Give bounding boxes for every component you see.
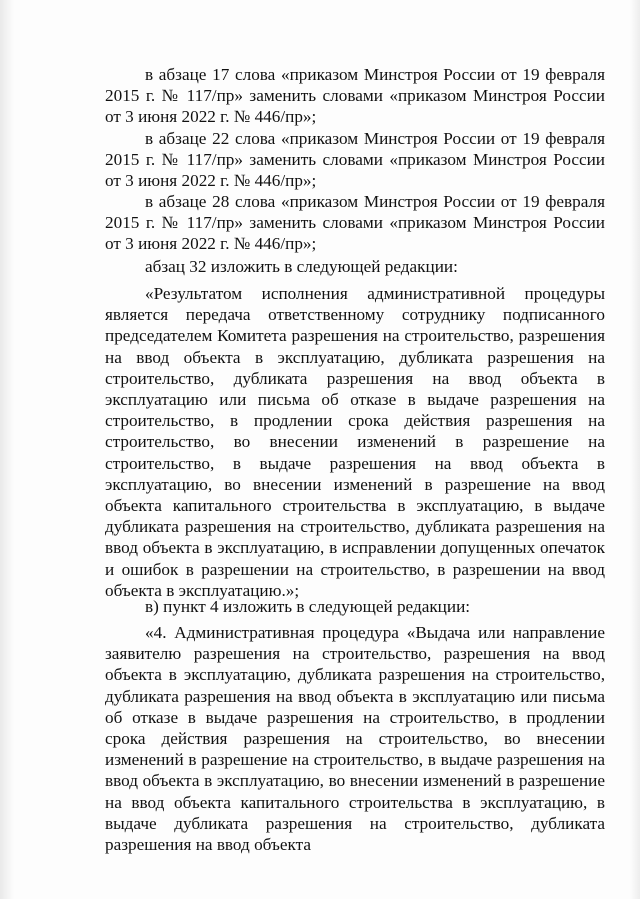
paragraph-item-4-intro: в) пункт 4 изложить в следующей редакции: bbox=[145, 597, 471, 616]
scan-shadow-left bbox=[0, 0, 14, 899]
paragraph-amend-17: в абзаце 17 слова «приказом Минстроя России от 19 февраля 2015 г. № 117/пр» заменить словами «приказом Минстроя России от 3 июня 2022 г. № 446/пр»; bbox=[105, 65, 605, 127]
paragraph-amend-22: в абзаце 22 слова «приказом Минстроя России от 19 февраля 2015 г. № 117/пр» заменить словами «приказом Минстроя России от 3 июня 2022 г. № 446/пр»; bbox=[105, 129, 605, 191]
paragraph-amend-32-text: «Результатом исполнения административной процедуры является передача ответственному сотруднику подписанного председателем Комитета разрешения на строительство, разрешения на ввод объекта в эксплуатацию, дубликата разрешения на строительство, дубликата разрешения на ввод объекта в эксплуатацию или письма об отказе в выдаче разрешения на строительство, в продлении срока действия разрешения на строительство, во внесении изменений в разрешение на строительство, в выдаче разрешения на ввод объекта в эксплуатацию, во внесении изменений в разрешение на ввод объекта капитального строительства в эксплуатацию, в выдаче дубликата разрешения на строительство, дубликата разрешения на ввод объекта в эксплуатацию, в исправлении допущенных опечаток и ошибок в разрешении на строительство, в разрешении на ввод объекта в эксплуатацию.»; bbox=[105, 284, 605, 600]
paragraph-amend-28: в абзаце 28 слова «приказом Минстроя России от 19 февраля 2015 г. № 117/пр» заменить словами «приказом Минстроя России от 3 июня 2022 г. № 446/пр»; bbox=[105, 192, 605, 254]
scan-shadow-right bbox=[630, 0, 640, 899]
paragraph-item-4-text: «4. Административная процедура «Выдача или направление заявителю разрешения на строительство, разрешения на ввод объекта в эксплуатацию, дубликата разрешения на строительство, дубликата разрешения на ввод объекта в эксплуатацию или письма об отказе в выдаче разрешения на строительство, в продлении срока действия разрешения на строительство, во внесении изменений в разрешение на строительство, в выдаче разрешения на ввод объекта в эксплуатацию, во внесении изменений в разрешение на ввод объекта капитального строительства в эксплуатацию, в выдаче дубликата разрешения на строительство, дубликата разрешения на ввод объекта bbox=[105, 623, 605, 855]
paragraph-amend-32-intro: абзац 32 изложить в следующей редакции: bbox=[145, 257, 458, 276]
